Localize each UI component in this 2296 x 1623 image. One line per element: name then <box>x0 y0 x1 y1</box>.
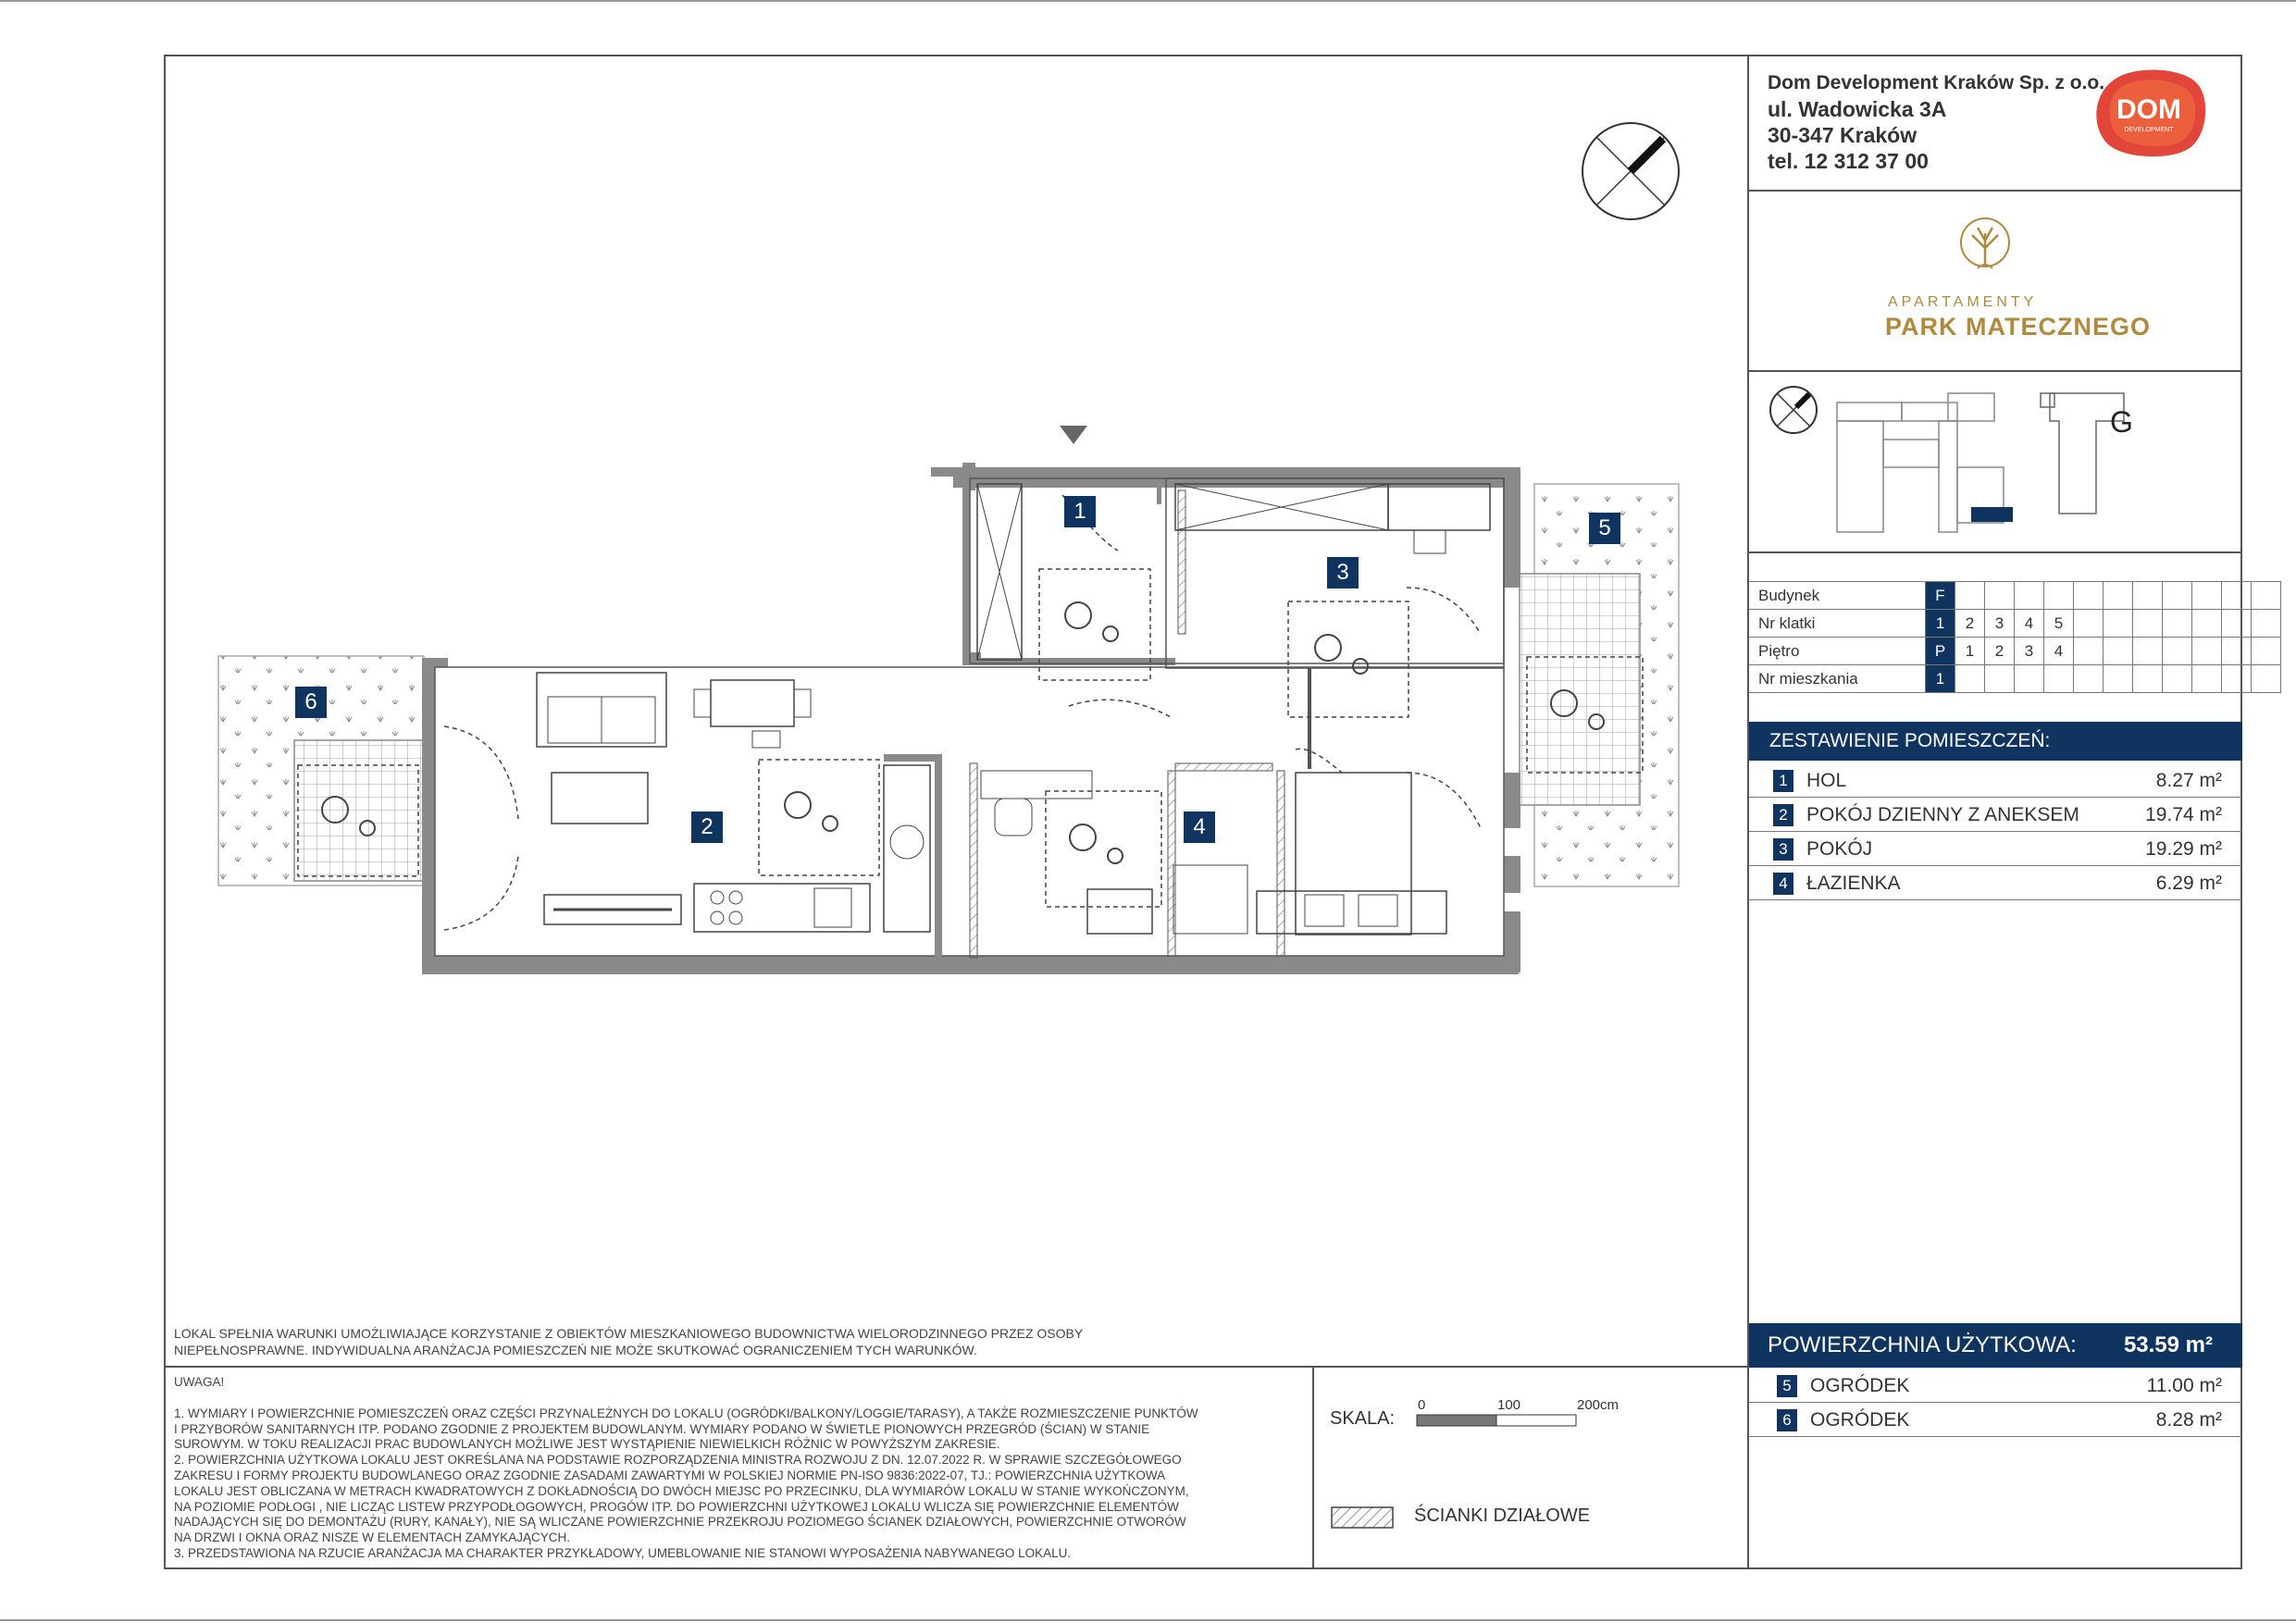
room-row <box>1749 764 2242 798</box>
info-grid-cell <box>2192 610 2222 638</box>
garden-5-tiles <box>1520 574 1640 805</box>
info-grid-cell <box>2074 582 2104 610</box>
key-plan <box>1763 384 2235 541</box>
room-name: POKÓJ DZIENNY Z ANEKSEM <box>1806 804 2079 825</box>
info-grid-cell <box>1955 582 1985 610</box>
info-grid-cell <box>2074 665 2104 693</box>
info-grid-cell <box>2252 638 2281 665</box>
info-grid-cell <box>2133 610 2163 638</box>
plan-label-1: 1 <box>1064 496 1096 527</box>
info-grid-cell <box>2044 665 2074 693</box>
room-name: POKÓJ <box>1806 838 1873 860</box>
info-grid-cell <box>2192 582 2222 610</box>
company-street: ul. Wadowicka 3A <box>1768 97 1947 121</box>
info-grid-cell: F <box>1926 582 1955 610</box>
extra-area: 11.00 m² <box>2146 1375 2222 1396</box>
info-grid-cell <box>2192 638 2222 665</box>
room-row <box>1749 867 2242 900</box>
extra-name: OGRÓDEK <box>1810 1375 1910 1396</box>
info-grid-cell <box>2074 638 2104 665</box>
info-grid-cell <box>2252 610 2281 638</box>
info-grid-cell <box>2222 638 2252 665</box>
info-grid-cell: 4 <box>2015 610 2044 638</box>
info-grid-cell <box>2133 665 2163 693</box>
info-grid-cell: P <box>1926 638 1955 665</box>
accessibility-line-2: NIEPEŁNOSPRAWNE. INDYWIDUALNA ARANŻACJA POMIESZCZEŃ NIE MOŻE SKUTKOWAĆ OGRANICZENIEM TYCH WARUNKÓW. <box>174 1343 977 1357</box>
info-grid-cell <box>2133 638 2163 665</box>
extra-area-row <box>1749 1369 2242 1403</box>
info-grid-cell <box>2104 638 2133 665</box>
info-grid-row <box>1749 582 2281 610</box>
info-grid-label: Budynek <box>1749 582 1926 610</box>
warning-line: NA DRZWI I OKNA ORAZ NISZE W ELEMENTACH ZAMYKAJĄCYCH. <box>174 1530 571 1545</box>
info-grid-label: Piętro <box>1749 638 1926 665</box>
company-phone: tel. 12 312 37 00 <box>1768 149 1929 173</box>
plan-label-6: 6 <box>295 687 327 718</box>
warning-line: LOKALU JEST OBLICZANA W METRACH KWADRATOWYCH Z DOKŁADNOŚCIĄ DO DWÓCH MIEJSC PO PRZECINKU, DLA WYMIARÓW LOKALU W STANIE WYKOŃCZONYM, <box>174 1483 1189 1498</box>
info-grid-cell <box>2163 610 2192 638</box>
room-number: 2 <box>1773 804 1793 826</box>
warning-line: NADAJĄCYCH SIĘ DO DEMONTAŻU (RURY, KANAŁY), NIE SĄ WLICZANE POWIERZCHNIE PRZEKROJU POZIOMEGO ŚCIANEK DZIAŁOWYCH, POWIERZCHNIE OTWORÓW <box>174 1515 1186 1530</box>
plan-label-2: 2 <box>691 812 723 843</box>
room-number: 4 <box>1773 873 1793 895</box>
divider-keyplan <box>1747 551 2242 553</box>
project-name: PARK MATECZNEGO <box>1885 313 2151 341</box>
info-grid-cell <box>2015 665 2044 693</box>
room-row <box>1749 833 2242 866</box>
room-number: 3 <box>1773 838 1793 861</box>
logo-subtext: DEVELOPMENT <box>2124 127 2174 133</box>
info-grid-cell <box>2015 582 2044 610</box>
floor-plan <box>213 421 1694 976</box>
warning-line: 3. PRZEDSTAWIONA NA RZUCIE ARANŻACJA MA CHARAKTER PRZYKŁADOWY, UMEBLOWANIE NIE STANOWI WYPOSAŻENIA NABYWANEGO LOKALU. <box>174 1545 1072 1560</box>
plan-label-3: 3 <box>1327 557 1359 588</box>
room-area: 8.27 m² <box>2155 770 2222 791</box>
company-name: Dom Development Kraków Sp. z o.o. <box>1768 72 2105 93</box>
room-number: 1 <box>1773 770 1793 792</box>
scale-bar <box>1416 1414 1578 1427</box>
info-grid-cell <box>1985 582 2015 610</box>
info-grid-cell: 1 <box>1955 638 1985 665</box>
divider-project <box>1747 370 2242 372</box>
room-area: 19.74 m² <box>2145 804 2222 825</box>
top-edge-line <box>0 0 2296 2</box>
info-grid-cell <box>2163 582 2192 610</box>
info-grid-cell: 2 <box>1985 638 2015 665</box>
room-name: ŁAZIENKA <box>1806 873 1901 894</box>
extra-number: 6 <box>1777 1409 1797 1431</box>
garden-6-tiles <box>294 740 426 881</box>
apartment-info-grid <box>1749 581 2281 693</box>
info-grid-cell <box>2104 582 2133 610</box>
extra-area: 8.28 m² <box>2155 1409 2222 1431</box>
room-row <box>1749 799 2242 832</box>
scale-tick-0: 0 <box>1418 1397 1426 1413</box>
compass-small-icon <box>1770 387 1817 433</box>
info-grid-label: Nr klatki <box>1749 610 1926 638</box>
info-grid-row <box>1749 665 2281 693</box>
info-grid-cell <box>2252 665 2281 693</box>
info-grid-row <box>1749 610 2281 638</box>
info-grid-cell: 5 <box>2044 610 2074 638</box>
warning-note <box>174 1375 1285 1562</box>
scale-tick-200: 200cm <box>1577 1397 1620 1413</box>
accessibility-note <box>174 1325 1099 1358</box>
project-line1: APARTAMENTY <box>1888 294 2038 310</box>
info-grid-cell: 2 <box>1955 610 1985 638</box>
info-grid-cell: 3 <box>2015 638 2044 665</box>
info-grid-cell <box>2074 610 2104 638</box>
plan-label-4: 4 <box>1184 812 1215 843</box>
divider-notes <box>164 1366 1749 1368</box>
info-grid-cell <box>2192 665 2222 693</box>
warning-line: I PRZYBORÓW SANITARNYCH ITP. PODANO ZGODNIE Z PROJEKTEM BUDOWLANYM. WYMIARY PODANO W ŚWIETLE PIONOWYCH PRZEGRÓD (ŚCIAN) W STANIE <box>174 1421 1150 1436</box>
warning-title: UWAGA! <box>174 1375 225 1389</box>
accessibility-line-1: LOKAL SPEŁNIA WARUNKI UMOŻLIWIAJĄCE KORZYSTANIE Z OBIEKTÓW MIESZKANIOWEGO BUDOWNICTWA WIELORODZINNEGO PRZEZ OSOBY <box>174 1326 1084 1341</box>
rooms-section-title: ZESTAWIENIE POMIESZCZEŃ: <box>1749 722 2242 761</box>
info-grid-cell <box>2252 582 2281 610</box>
info-grid-cell <box>2222 665 2252 693</box>
warning-line: NA POZIOMIE PODŁOGI , NIE LICZĄC LISTEW PRZYPODŁOGOWYCH, PROGÓW ITP. DO POWIERZCHNI UŻYTKOWEJ LOKALU WLICZA SIĘ POWIERZCHNIE ELEMENTÓW <box>174 1499 1179 1514</box>
company-city: 30-347 Kraków <box>1768 123 1917 147</box>
info-grid-cell <box>2222 610 2252 638</box>
room-area: 19.29 m² <box>2145 838 2222 860</box>
info-grid-cell <box>2163 638 2192 665</box>
total-area-value: 53.59 m² <box>2123 1332 2213 1357</box>
info-grid-cell <box>2133 582 2163 610</box>
extra-name: OGRÓDEK <box>1810 1409 1910 1431</box>
divider-header <box>1747 190 2242 192</box>
info-grid-label: Nr mieszkania <box>1749 665 1926 693</box>
divider-scale <box>1312 1366 1314 1569</box>
room-area: 6.29 m² <box>2155 873 2222 894</box>
info-grid-cell <box>2044 582 2074 610</box>
info-grid-cell: 1 <box>1926 610 1955 638</box>
info-grid-cell: 1 <box>1926 665 1955 693</box>
partition-wall-legend-label: ŚCIANKI DZIAŁOWE <box>1414 1505 1591 1526</box>
tree-icon <box>1957 215 2013 285</box>
bottom-edge-line <box>0 1619 2296 1621</box>
partition-wall-legend-icon <box>1331 1506 1394 1529</box>
info-grid-cell: 4 <box>2044 638 2074 665</box>
total-area-label: POWIERZCHNIA UŻYTKOWA: <box>1768 1332 2077 1357</box>
scale-tick-100: 100 <box>1497 1397 1521 1413</box>
plan-label-5: 5 <box>1589 513 1620 544</box>
info-grid-cell <box>2104 665 2133 693</box>
compass-icon <box>1580 120 1682 222</box>
info-grid-row <box>1749 638 2281 665</box>
extra-number: 5 <box>1777 1375 1797 1397</box>
info-grid-cell <box>1985 665 2015 693</box>
info-grid-cell: 3 <box>1985 610 2015 638</box>
info-grid-cell <box>2104 610 2133 638</box>
company-info <box>1768 70 2104 174</box>
warning-line: SUROWYM. W TOKU REALIZACJI PRAC BUDOWLANYCH MOŻLIWE JEST WYSTĄPIENIE NIEWIELKICH RÓŻNIC W POWYŻSZYM ZAKRESIE. <box>174 1437 1000 1452</box>
warning-line: ZAKRESU I FORMY PROJEKTU BUDOWLANEGO ORAZ ZGODNIE ZASADAMI ZAWARTYMI W POLSKIEJ NORMIE PN-ISO 9836:2022-07, TJ.: POWIERZCHNIA UŻYTKOWA <box>174 1468 1166 1482</box>
warning-line: 1. WYMIARY I POWIERZCHNIE POMIESZCZEŃ ORAZ CZĘŚCI PRZYNALEŻNYCH DO LOKALU (OGRÓDKI/BALKONY/LOGGIE/TARASY), A TAKŻE ROZMIESZCZENIE PUNKTÓW <box>174 1406 1198 1420</box>
dom-development-logo <box>2093 68 2208 157</box>
info-grid-cell <box>2163 665 2192 693</box>
scale-label: SKALA: <box>1330 1408 1396 1429</box>
warning-line: 2. POWIERZCHNIA UŻYTKOWA LOKALU JEST OKREŚLANA NA PODSTAWIE ROZPORZĄDZENIA MINISTRA ROZWOJU Z DN. 12.07.2022 R. W SPRAWIE SZCZEGÓŁOWEGO <box>174 1453 1182 1468</box>
extra-area-row <box>1749 1404 2242 1437</box>
total-area-bar <box>1749 1323 2242 1368</box>
info-grid-cell <box>1955 665 1985 693</box>
info-grid-cell <box>2222 582 2252 610</box>
logo-text: DOM <box>2116 94 2181 125</box>
building-letter: G <box>2110 405 2133 439</box>
room-name: HOL <box>1806 770 1847 791</box>
